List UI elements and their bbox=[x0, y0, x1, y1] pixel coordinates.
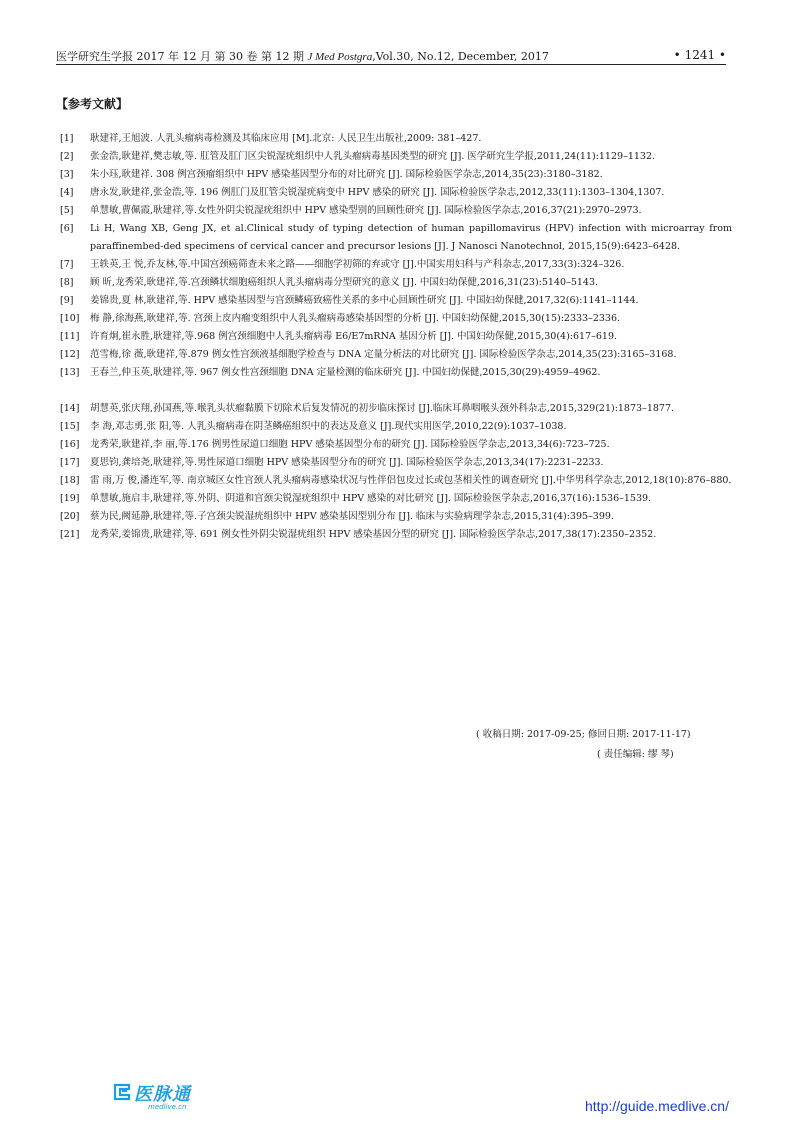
medlive-logo[interactable] bbox=[112, 1080, 202, 1114]
reference-text: 耿建祥,王旭波. 人乳头瘤病毒检测及其临床应用 [M].北京: 人民卫生出版社,2009: 381–427. bbox=[90, 133, 482, 144]
reference-text: 胡慧英,张庆翔,孙国燕,等.喉乳头状瘤黏膜下切除术后复发情况的初步临床探讨 [J].临床耳鼻咽喉头颈外科杂志,2015,329(21):1873–1877. bbox=[90, 403, 675, 414]
received-revised-dates: ( 收稿日期: 2017-09-25; 修回日期: 2017-11-17) bbox=[476, 729, 691, 740]
reference-text: 张金浩,耿建祥,樊志敏,等. 肛管及肛门区尖锐湿疣组织中人乳头瘤病毒基因类型的研究 [J]. 医学研究生学报,2011,24(11):1129–1132. bbox=[90, 151, 656, 162]
reference-text: 姜锦贵,夏 林,耿建祥,等. HPV 感染基因型与宫颈鳞癌致癌性关系的多中心回顾性研究 [J]. 中国妇幼保健,2017,32(6):1141–1144. bbox=[90, 295, 639, 306]
reference-item bbox=[60, 166, 732, 184]
reference-number: [18] bbox=[60, 475, 80, 486]
reference-number: [19] bbox=[60, 493, 80, 504]
logo-subtext: medlive.cn bbox=[148, 1103, 187, 1111]
reference-number: [6] bbox=[60, 223, 74, 234]
source-url-link[interactable]: http://guide.medlive.cn/ bbox=[585, 1098, 729, 1114]
page-number: • 1241 • bbox=[673, 48, 726, 62]
reference-item bbox=[60, 202, 732, 220]
reference-text: 雷 雨,万 俊,潘连军,等. 南京城区女性宫颈人乳头瘤病毒感染状况与性伴侣包皮过长或包茎相关性的调查研究 [J].中华男科学杂志,2012,18(10):876–880. bbox=[90, 475, 732, 486]
reference-text: 蔡为民,阙延静,耿建祥,等.子宫颈尖锐湿疣组织中 HPV 感染基因型别分布 [J]. 临床与实验病理学杂志,2015,31(4):395–399. bbox=[90, 511, 614, 522]
reference-number: [15] bbox=[60, 421, 80, 432]
reference-item bbox=[60, 310, 732, 328]
reference-text: 夏思钧,龚培尧,耿建祥,等.男性尿道口细胞 HPV 感染基因型分布的研究 [J]. 国际检验医学杂志,2013,34(17):2231–2233. bbox=[90, 457, 604, 468]
reference-item bbox=[60, 346, 732, 364]
reference-text: 单慧敏,曹佩霞,耿建祥,等.女性外阴尖锐湿疣组织中 HPV 感染型别的回顾性研究 [J]. 国际检验医学杂志,2016,37(21):2970–2973. bbox=[90, 205, 642, 216]
reference-number: [16] bbox=[60, 439, 80, 450]
reference-number: [3] bbox=[60, 169, 74, 180]
reference-item bbox=[60, 508, 732, 526]
reference-text: 唐永发,耿建祥,张金浩,等. 196 例肛门及肛管尖锐湿疣病变中 HPV 感染的研究 [J]. 国际检验医学杂志,2012,33(11):1303–1304,1307. bbox=[90, 187, 665, 198]
reference-list bbox=[60, 130, 732, 544]
journal-citation bbox=[56, 48, 549, 64]
reference-text: 单慧敏,施启丰,耿建祥,等.外阴、阴道和宫颈尖锐湿疣组织中 HPV 感染的对比研究 [J]. 国际检验医学杂志,2016,37(16):1536–1539. bbox=[90, 493, 652, 504]
journal-title-cn: 医学研究生学报 2017 年 12 月 第 30 卷 第 12 期 bbox=[56, 50, 304, 63]
reference-number: [14] bbox=[60, 403, 80, 414]
reference-text: 范雪梅,徐 薇,耿建祥,等.879 例女性宫颈液基细胞学检查与 DNA 定量分析法的对比研究 [J]. 国际检验医学杂志,2014,35(23):3165–3168. bbox=[90, 349, 677, 360]
reference-item bbox=[60, 526, 732, 544]
reference-number: [2] bbox=[60, 151, 74, 162]
reference-text: 许育炯,崔永胜,耿建祥,等.968 例宫颈细胞中人乳头瘤病毒 E6/E7mRNA 基因分析 [J]. 中国妇幼保健,2015,30(4):617–619. bbox=[90, 331, 618, 342]
reference-number: [5] bbox=[60, 205, 74, 216]
reference-item bbox=[60, 418, 732, 436]
reference-item bbox=[60, 220, 732, 256]
reference-item bbox=[60, 400, 732, 418]
reference-text: 李 海,邓志勇,张 阳,等. 人乳头瘤病毒在阴茎鳞癌组织中的表达及意义 [J].现代实用医学,2010,22(9):1037–1038. bbox=[90, 421, 567, 432]
reference-number: [10] bbox=[60, 313, 80, 324]
reference-item bbox=[60, 292, 732, 310]
responsible-editor: ( 责任编辑: 缪 琴) bbox=[597, 749, 674, 760]
reference-item bbox=[60, 328, 732, 346]
journal-title-en: J Med Postgra bbox=[307, 51, 373, 63]
reference-text: 顾 昕,龙秀荣,耿建祥,等.宫颈鳞状细胞癌组织人乳头瘤病毒分型研究的意义 [J]. 中国妇幼保健,2016,31(23):5140–5143. bbox=[90, 277, 599, 288]
reference-number: [9] bbox=[60, 295, 74, 306]
journal-volume-info: ,Vol.30, No.12, December, 2017 bbox=[372, 50, 549, 63]
reference-text: 龙秀荣,姜锦贵,耿建祥,等. 691 例女性外阴尖锐湿疣组织 HPV 感染基因分型的研究 [J]. 国际检验医学杂志,2017,38(17):2350–2352. bbox=[90, 529, 657, 540]
reference-item bbox=[60, 274, 732, 292]
reference-text: 龙秀荣,耿建祥,李 丽,等.176 例男性尿道口细胞 HPV 感染基因型分布的研究 [J]. 国际检验医学杂志,2013,34(6):723–725. bbox=[90, 439, 610, 450]
reference-item bbox=[60, 184, 732, 202]
reference-number: [4] bbox=[60, 187, 74, 198]
reference-text: 王轶英,王 悦,乔友林,等.中国宫颈癌筛查未来之路——细胞学初筛的弃或守 [J].中国实用妇科与产科杂志,2017,33(3):324–326. bbox=[90, 259, 625, 270]
reference-item bbox=[60, 130, 732, 148]
running-header bbox=[56, 48, 726, 68]
reference-number: [12] bbox=[60, 349, 80, 360]
medlive-logo-icon bbox=[112, 1082, 132, 1102]
reference-item bbox=[60, 148, 732, 166]
references-heading: 【参考文献】 bbox=[56, 97, 129, 111]
reference-item bbox=[60, 454, 732, 472]
header-rule bbox=[56, 64, 726, 65]
reference-number: [21] bbox=[60, 529, 80, 540]
reference-number: [13] bbox=[60, 367, 80, 378]
logo-text: 医脉通 bbox=[134, 1084, 191, 1105]
reference-number: [7] bbox=[60, 259, 74, 270]
reference-item bbox=[60, 472, 732, 490]
reference-number: [17] bbox=[60, 457, 80, 468]
reference-item bbox=[60, 364, 732, 382]
reference-item bbox=[60, 490, 732, 508]
reference-text: 王春兰,仲玉英,耿建祥,等. 967 例女性宫颈细胞 DNA 定量检测的临床研究 [J]. 中国妇幼保健,2015,30(29):4959–4962. bbox=[90, 367, 601, 378]
reference-item bbox=[60, 256, 732, 274]
reference-text: 朱小珏,耿建祥. 308 例宫颈瘤组织中 HPV 感染基因型分布的对比研究 [J]. 国际检验医学杂志,2014,35(23):3180–3182. bbox=[90, 169, 603, 180]
reference-number: [8] bbox=[60, 277, 74, 288]
reference-text: 梅 静,徐海燕,耿建祥,等. 宫颈上皮内瘤变组织中人乳头瘤病毒感染基因型的分析 [J]. 中国妇幼保健,2015,30(15):2333–2336. bbox=[90, 313, 621, 324]
reference-item bbox=[60, 436, 732, 454]
reference-number: [11] bbox=[60, 331, 80, 342]
reference-number: [20] bbox=[60, 511, 80, 522]
reference-text: Li H, Wang XB, Geng JX, et al.Clinical study of typing detection of human papillomavirus (HPV) infection with microarray from paraffinembed-ded specimens of cervical cancer and precursor lesions [J]. J Nanosci Nanotechnol, 2015,15(9):6423–6428. bbox=[90, 223, 732, 252]
reference-number: [1] bbox=[60, 133, 74, 144]
